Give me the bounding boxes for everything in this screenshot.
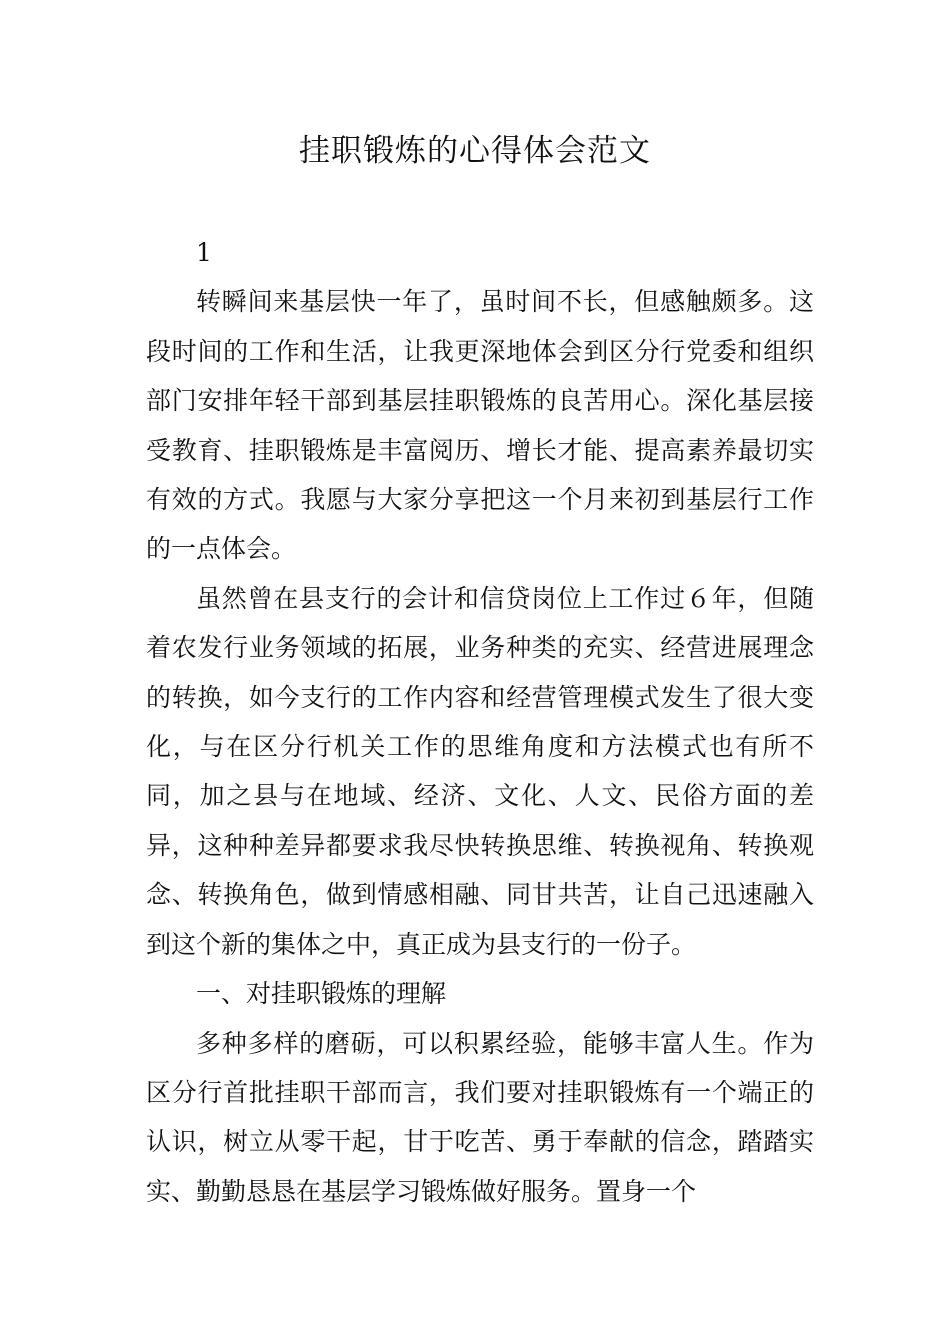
paragraph-understanding: 多种多样的磨砺，可以积累经验，能够丰富人生。作为区分行首批挂职干部而言，我们要对挂职锻炼有一个端正的认识，树立从零干起，甘于吃苦、勇于奉献的信念，踏踏实实、勤勤恳恳在基层学习锻炼做好服务。置身一个 — [146, 1028, 814, 1206]
paragraph-background: 虽然曾在县支行的会计和信贷岗位上工作过６年，但随着农发行业务领域的拓展，业务种类的充实、经营进展理念的转换，如今支行的工作内容和经营管理模式发生了很大变化，与在区分行机关工作的思维角度和方法模式也有所不同，加之县与在地域、经济、文化、人文、民俗方面的差异，这种种差异都要求我尽快转换思维、转换视角、转换观念、转换角色，做到情感相融、同甘共苦，让自己迅速融入到这个新的集体之中，真正成为县支行的一份子。 — [146, 583, 814, 959]
paragraph-intro: 转瞬间来基层快一年了，虽时间不长，但感触颇多。这段时间的工作和生活，让我更深地体会到区分行党委和组织部门安排年轻干部到基层挂职锻炼的良苦用心。深化基层接受教育、挂职锻炼是丰富阅历、增长才能、提高素养最切实有效的方式。我愿与大家分享把这一个月来初到基层行工作的一点体会。 — [146, 287, 814, 564]
document-title: 挂职锻炼的心得体会范文 — [299, 133, 651, 169]
page-number-marker: 1 — [196, 238, 212, 267]
document-body — [146, 228, 814, 1216]
section-heading: 一、对挂职锻炼的理解 — [196, 979, 447, 1009]
